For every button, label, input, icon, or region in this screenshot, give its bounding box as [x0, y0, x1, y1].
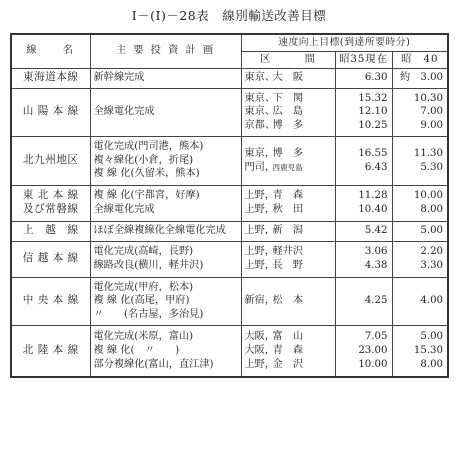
line-name-sub: 及び常磐線 — [23, 203, 79, 215]
section-to: 青 森 — [272, 190, 304, 202]
section-item — [245, 294, 335, 308]
showa40-value: 9.00 — [420, 119, 444, 131]
showa40-value: 8.00 — [420, 358, 444, 370]
section-cell — [241, 136, 335, 185]
investment-item: 複々線化(小倉，折尾) — [93, 154, 194, 166]
line-name-cell — [11, 185, 90, 221]
showa35-value: 4.25 — [364, 295, 388, 307]
section-cell — [241, 68, 335, 88]
showa40-value: 約 3.00 — [399, 72, 444, 84]
section-item — [245, 245, 335, 259]
showa40-cell — [392, 241, 448, 277]
showa35-value: 10.00 — [358, 358, 388, 370]
showa35-value: 3.06 — [364, 246, 388, 258]
showa35-cell — [335, 88, 392, 136]
investment-item: 〃 (名古屋，多治見) — [93, 308, 204, 320]
section-to: 下 関 — [272, 92, 304, 104]
section-from: 上野， — [244, 225, 276, 237]
section-from: 京都、 — [244, 119, 276, 131]
line-name-cell — [11, 68, 90, 88]
investment-cell — [90, 325, 241, 377]
showa35-cell — [335, 241, 392, 277]
showa35-value: 16.55 — [358, 147, 388, 159]
section-cell — [241, 185, 335, 221]
section-from: 上野， — [244, 246, 276, 258]
section-cell — [241, 241, 335, 277]
line-name: 上 越 線 — [23, 224, 79, 237]
showa35-value: 12.10 — [358, 106, 388, 118]
showa40-cell — [392, 88, 448, 136]
showa40-cell — [392, 325, 448, 377]
section-item — [245, 259, 335, 273]
section-to: 秋 田 — [272, 204, 304, 215]
investment-cell — [90, 241, 241, 277]
showa40-value: 4.00 — [420, 295, 444, 307]
section-to: 青 森 — [272, 344, 304, 356]
showa35-cell — [335, 136, 392, 185]
table-row — [11, 68, 448, 88]
header-showa35: 昭35現在 — [335, 51, 392, 68]
header-line-name: 線 名 — [11, 34, 90, 68]
investment-cell — [90, 68, 241, 88]
section-from: 東京、 — [244, 72, 276, 84]
showa35-value: 10.40 — [358, 204, 388, 215]
section-to: 博 多 — [272, 147, 304, 159]
section-from: 上野， — [244, 204, 276, 215]
line-name: 北 陸 本 線 — [22, 343, 79, 356]
section-to: 大 阪 — [272, 72, 304, 84]
section-from: 東京、 — [244, 106, 276, 118]
section-cell — [241, 88, 335, 136]
showa40-value: 5.00 — [420, 331, 444, 343]
section-to: 新 潟 — [272, 225, 304, 237]
section-item — [245, 330, 335, 344]
investment-cell — [90, 221, 241, 241]
showa35-value: 11.28 — [358, 190, 388, 202]
showa35-value: 23.00 — [358, 344, 388, 356]
table-row — [11, 241, 448, 277]
section-from: 上野， — [244, 358, 276, 370]
section-to: 広 島 — [272, 106, 304, 118]
investment-cell — [90, 136, 241, 185]
investment-cell — [90, 88, 241, 136]
section-item — [245, 161, 335, 175]
line-name-cell — [11, 136, 90, 185]
section-to: 西鹿児島 — [272, 162, 303, 172]
table-title: I－(I)－28表 線別輸送改善目標 — [131, 8, 327, 23]
line-name: 山 陽 本 線 — [22, 105, 79, 118]
section-to: 長 野 — [272, 260, 304, 271]
investment-item: 全線電化完成 — [93, 204, 155, 215]
investment-item: 複 線 化(高尾，甲府) — [93, 295, 190, 307]
line-name-cell — [11, 88, 90, 136]
section-to: 松 本 — [272, 295, 304, 307]
investment-item: 線路改良(横川，軽井沢) — [93, 260, 204, 271]
showa35-cell — [335, 277, 392, 325]
header-investment: 主 要 投 資 計 画 — [90, 34, 241, 68]
showa40-cell — [392, 221, 448, 241]
showa35-cell — [335, 68, 392, 88]
line-name: 東海道本線 — [23, 71, 79, 84]
section-item — [245, 344, 335, 358]
section-item — [245, 358, 335, 372]
header-speed-target: 速度向上目標(到達所要時分) — [241, 34, 448, 51]
section-cell — [241, 325, 335, 377]
showa40-value: 10.30 — [413, 92, 444, 104]
investment-cell — [90, 277, 241, 325]
section-to: 博 多 — [272, 119, 304, 131]
investment-item: 電化完成(甲府，松本) — [93, 281, 194, 293]
section-item — [245, 105, 335, 119]
table-row — [11, 325, 448, 377]
showa35-value: 6.30 — [364, 72, 388, 84]
showa40-value: 3.30 — [420, 260, 444, 271]
line-name: 中 央 本 線 — [22, 294, 79, 307]
section-item — [245, 71, 335, 85]
section-from: 新宿， — [244, 295, 276, 307]
section-to: 軽井沢 — [272, 246, 304, 258]
investment-item: 全線電化完成 — [93, 106, 155, 118]
table-row — [11, 88, 448, 136]
showa40-cell — [392, 136, 448, 185]
section-to: 金 沢 — [272, 358, 304, 370]
line-name-cell — [11, 241, 90, 277]
showa40-value: 5.30 — [420, 161, 444, 173]
section-item — [245, 92, 335, 106]
showa40-value: 15.30 — [413, 344, 444, 356]
section-from: 東京， — [244, 147, 276, 159]
investment-item: 新幹線完成 — [93, 72, 145, 84]
table-row — [11, 221, 448, 241]
section-cell — [241, 277, 335, 325]
investment-item: 電化完成(米原，富山) — [93, 331, 194, 343]
showa40-value: 7.00 — [420, 106, 444, 118]
showa35-value: 4.38 — [364, 260, 388, 271]
section-item — [245, 224, 335, 238]
section-item — [245, 119, 335, 133]
section-from: 大阪， — [244, 331, 276, 343]
showa40-cell — [392, 277, 448, 325]
section-item — [245, 147, 335, 161]
section-from: 門司， — [244, 161, 276, 173]
showa40-value: 10.00 — [413, 190, 444, 202]
investment-item: 部分複線化(富山，直江津) — [93, 358, 214, 370]
showa40-cell — [392, 68, 448, 88]
showa35-value: 6.43 — [364, 161, 388, 173]
showa35-cell — [335, 185, 392, 221]
showa35-cell — [335, 325, 392, 377]
line-name: 東 北 本 線 — [22, 189, 79, 202]
line-name: 北九州地区 — [23, 153, 79, 166]
table-row — [11, 136, 448, 185]
investment-item: 電化完成(高崎，長野) — [93, 246, 194, 258]
table-row — [11, 277, 448, 325]
line-name-cell — [11, 277, 90, 325]
transport-target-table — [10, 33, 449, 378]
showa40-value: 11.30 — [413, 147, 444, 159]
line-name: 信 越 本 線 — [22, 252, 79, 265]
section-from: 上野， — [244, 260, 276, 271]
investment-item: 複 線 化(久留米，熊本) — [93, 168, 200, 180]
section-to: 富 山 — [272, 331, 304, 343]
section-cell — [241, 221, 335, 241]
header-section: 区 間 — [241, 51, 335, 68]
showa35-value: 10.25 — [358, 119, 388, 131]
line-name-cell — [11, 325, 90, 377]
showa40-cell — [392, 185, 448, 221]
investment-item: 複 線 化(宇都宮，好摩) — [93, 190, 200, 202]
section-from: 東京、 — [244, 92, 276, 104]
section-from: 大阪， — [244, 344, 276, 356]
showa35-value: 5.42 — [364, 225, 388, 237]
investment-item: ほぼ全線複線化全線電化完成 — [93, 225, 226, 237]
line-name-cell — [11, 221, 90, 241]
showa35-value: 7.05 — [364, 331, 388, 343]
section-item — [245, 203, 335, 217]
section-item — [245, 189, 335, 203]
showa40-value: 2.20 — [420, 246, 444, 258]
table-row — [11, 185, 448, 221]
investment-item: 電化完成(門司港，熊本) — [93, 141, 204, 153]
showa40-value: 8.00 — [420, 204, 444, 215]
showa35-cell — [335, 221, 392, 241]
investment-item: 複 線 化( 〃 ) — [93, 344, 180, 356]
investment-cell — [90, 185, 241, 221]
showa40-value: 5.00 — [420, 225, 444, 237]
header-showa40: 昭 40 — [392, 51, 448, 68]
showa35-value: 15.32 — [358, 92, 388, 104]
section-from: 上野， — [244, 190, 276, 202]
